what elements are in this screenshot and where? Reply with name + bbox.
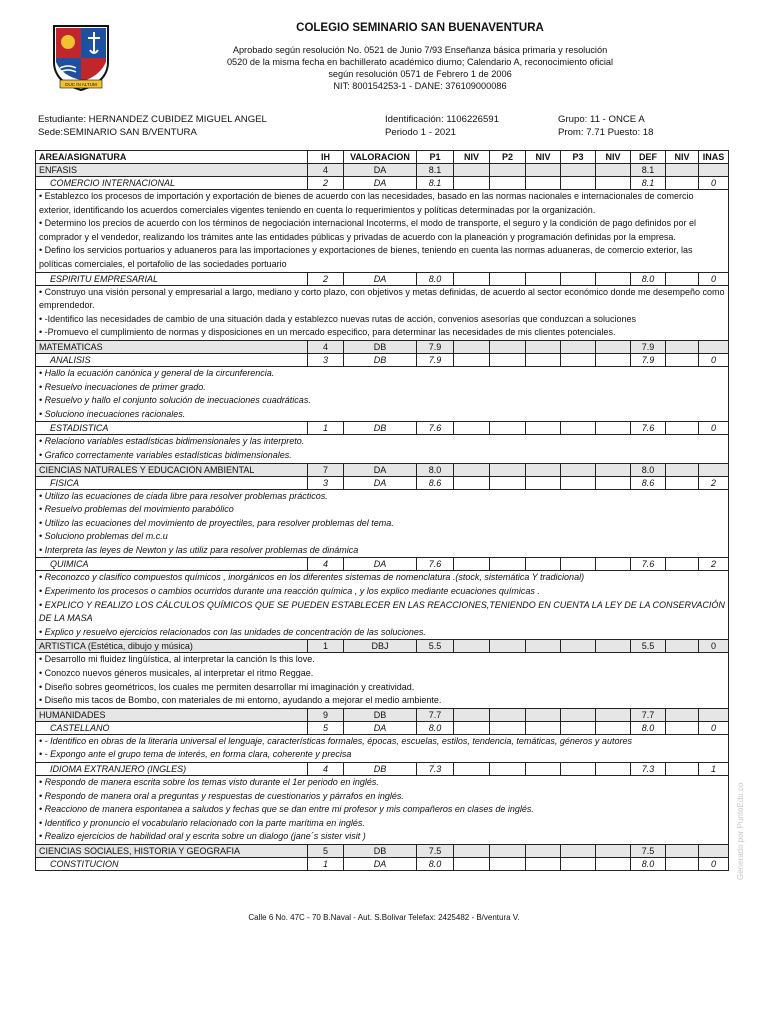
student-group: Grupo: 11 - ONCE A xyxy=(558,114,645,125)
achievement-line: • Resuelvo problemas del movimiento parabólico xyxy=(39,504,234,515)
grade-cell: 7.9 xyxy=(417,340,454,353)
grade-cell xyxy=(596,844,631,857)
achievement-line: • Interpreta las leyes de Newton y las utiliz para resolver problemas de dinámica xyxy=(39,544,359,555)
grade-cell xyxy=(490,857,526,870)
grade-cell: 0 xyxy=(699,721,729,734)
svg-text:DUC IN ALTUM: DUC IN ALTUM xyxy=(65,82,97,87)
grade-cell xyxy=(596,763,631,776)
grade-cell: 9 xyxy=(308,708,344,721)
grade-cell xyxy=(454,558,490,571)
grade-cell xyxy=(526,463,561,476)
grade-cell xyxy=(596,463,631,476)
grade-cell: 5 xyxy=(308,844,344,857)
grade-cell xyxy=(561,844,596,857)
grade-cell xyxy=(526,763,561,776)
grade-cell xyxy=(526,844,561,857)
column-header: AREA/ASIGNATURA xyxy=(36,151,308,164)
achievement-line: • Explico y resuelvo ejercicios relacionados con las unidades de concentración de las soluciones. xyxy=(39,626,426,637)
grade-cell xyxy=(666,164,699,177)
grade-cell: 7 xyxy=(308,463,344,476)
grade-cell xyxy=(454,164,490,177)
table-header-row xyxy=(36,151,729,164)
grade-cell: 8.0 xyxy=(417,463,454,476)
grade-cell: 5 xyxy=(308,721,344,734)
grade-cell: DA xyxy=(344,164,417,177)
achievement-line: • Establezco los procesos de importación y exportación de bienes de acuerdo con las necesidades, basado en las normas nacionales e internacionales de comercio exterior, identificando los acuerdos comerciales vigentes teniendo en cuenta lo requerimientos y políticas determinadas por la organización. xyxy=(39,191,694,215)
grade-cell xyxy=(596,177,631,190)
grade-cell xyxy=(561,340,596,353)
grade-cell xyxy=(561,422,596,435)
grade-cell: 8.6 xyxy=(631,476,666,489)
grade-cell: DA xyxy=(344,721,417,734)
grade-cell xyxy=(454,708,490,721)
grade-cell xyxy=(490,422,526,435)
grade-cell xyxy=(454,422,490,435)
grade-cell xyxy=(596,272,631,285)
column-header: IH xyxy=(308,151,344,164)
grade-cell: 1 xyxy=(308,422,344,435)
achievement-line: • Desarrollo mi fluidez lingüística, al interpretar la canción Is this love. xyxy=(39,654,315,665)
subject-name: ANALISIS xyxy=(36,353,308,366)
area-name: ARTISTICA (Estética, dibujo y música) xyxy=(36,640,308,653)
achievement-line: • Relaciono variables estadísticas bidimensionales y las interpreto. xyxy=(39,436,305,447)
grade-cell xyxy=(526,177,561,190)
grade-cell xyxy=(454,476,490,489)
grade-cell: DBJ xyxy=(344,640,417,653)
grade-cell xyxy=(490,721,526,734)
grade-cell: 8.1 xyxy=(417,177,454,190)
achievement-line: • Reacciono de manera espontanea a saludos y fechas que se dan entre mi profesor y mis compañeros en clases de inglés. xyxy=(39,804,534,815)
subject-row xyxy=(36,558,729,571)
grade-cell xyxy=(666,558,699,571)
grade-cell xyxy=(666,340,699,353)
grade-cell xyxy=(561,272,596,285)
grade-cell: DB xyxy=(344,763,417,776)
grades-table xyxy=(35,150,729,871)
grade-cell: 8.0 xyxy=(631,272,666,285)
grade-cell xyxy=(596,164,631,177)
achievement-line: • Respondo de manera oral a preguntas y respuestas de cuestionarios y párrafos en inglés. xyxy=(39,790,404,801)
achievement-line: • - Expongo ante el grupo tema de interés, en forma clara, coherente y precisa xyxy=(39,749,352,760)
grade-cell: 8.1 xyxy=(631,164,666,177)
grade-cell xyxy=(561,640,596,653)
grade-cell: 8.0 xyxy=(631,857,666,870)
achievement-line: • Utilizo las ecuaciones de ciada libre para resolver problemas prácticos. xyxy=(39,490,328,501)
school-name: COLEGIO SEMINARIO SAN BUENAVENTURA xyxy=(296,22,544,34)
achievement-line: • EXPLICO Y REALIZO LOS CÁLCULOS QUÍMICOS QUE SE PUEDEN ESTABLECER EN LAS REACCIONES,TENIENDO EN CUENTA LA LEY DE LA CONSERVACIÓN DE LA MASA xyxy=(39,599,725,624)
area-name: MATEMATICAS xyxy=(36,340,308,353)
achievement-line: • Realizo ejercicios de habilidad oral y escrita sobre un dialogo (jane´s sister visit ) xyxy=(39,831,366,842)
subject-name: CASTELLANO xyxy=(36,721,308,734)
grade-cell xyxy=(526,353,561,366)
area-name: ENFASIS xyxy=(36,164,308,177)
grade-cell: 2 xyxy=(699,558,729,571)
grade-cell xyxy=(596,708,631,721)
grade-cell xyxy=(699,708,729,721)
column-header: NIV xyxy=(454,151,490,164)
grade-cell xyxy=(526,422,561,435)
column-header: NIV xyxy=(526,151,561,164)
grade-cell xyxy=(596,857,631,870)
grade-cell: 8.0 xyxy=(417,272,454,285)
achievement-line: • Soluciono inecuaciones racionales. xyxy=(39,408,186,419)
grade-cell xyxy=(666,353,699,366)
grade-cell: 8.0 xyxy=(417,857,454,870)
grade-cell xyxy=(596,340,631,353)
school-crest-logo xyxy=(50,22,112,94)
grade-cell xyxy=(526,340,561,353)
grade-cell: 5.5 xyxy=(417,640,454,653)
grade-cell: DB xyxy=(344,422,417,435)
grade-cell xyxy=(596,558,631,571)
subject-row xyxy=(36,476,729,489)
grade-cell xyxy=(526,708,561,721)
subject-name: CONSTITUCION xyxy=(36,857,308,870)
achievement-line: • Defino los servicios portuarios y aduaneros para las importaciones y exportaciones de bienes, teniendo en cuenta las normas aduaneras, de comercio exterior, las políticas comerciales, el portafolio de las sociedades portuario xyxy=(39,245,693,269)
grade-cell xyxy=(454,844,490,857)
area-row xyxy=(36,844,729,857)
grade-cell: 3 xyxy=(308,353,344,366)
grade-cell xyxy=(596,721,631,734)
column-header: NIV xyxy=(596,151,631,164)
subject-name: ESPIRITU EMPRESARIAL xyxy=(36,272,308,285)
grade-cell: 4 xyxy=(308,763,344,776)
subject-row xyxy=(36,721,729,734)
grade-cell: 7.9 xyxy=(631,340,666,353)
grade-cell: 4 xyxy=(308,340,344,353)
subject-name: ESTADISTICA xyxy=(36,422,308,435)
subject-row xyxy=(36,422,729,435)
grade-cell xyxy=(490,272,526,285)
grade-cell xyxy=(699,164,729,177)
achievement-line: • Diseño sobres geométricos, los cuales me permiten desarrollar mi imaginación y creatividad. xyxy=(39,681,415,692)
grade-cell xyxy=(666,463,699,476)
grade-cell xyxy=(454,272,490,285)
grade-cell: 3 xyxy=(308,476,344,489)
grade-cell xyxy=(454,353,490,366)
achievement-line: • - Identifico en obras de la literaria universal el lenguaje, características formales, épocas, escuelas, estilos, tendencia, temáticas, géneros y autores xyxy=(39,735,632,746)
grade-cell xyxy=(490,640,526,653)
grade-cell xyxy=(596,476,631,489)
grade-cell xyxy=(454,640,490,653)
achievement-line: • Conozco nuevos géneros musicales, al interpretar el ritmo Reggae. xyxy=(39,668,314,679)
grade-cell xyxy=(666,476,699,489)
achievement-line: • -Identifico las necesidades de cambio de una situación dada y establezco nuevas rutas de acción, convenios asesorías que conduzcan a soluciones xyxy=(39,313,637,324)
achievement-description xyxy=(36,190,729,273)
grade-cell xyxy=(454,463,490,476)
achievement-description xyxy=(36,435,729,463)
achievement-line: • Utilizo las ecuaciones del movimiento de proyectiles, para resolver problemas del tema. xyxy=(39,517,394,528)
subject-name: COMERCIO INTERNACIONAL xyxy=(36,177,308,190)
grade-cell xyxy=(454,857,490,870)
area-row xyxy=(36,640,729,653)
grade-cell xyxy=(666,763,699,776)
achievement-line: • Grafico correctamente variables estadísticas bidimensionales. xyxy=(39,449,292,460)
achievement-line: • Determino los precios de acuerdo con los términos de negociación internacional Incoterms, el modo de transporte, el seguro y la condición de pago definidos por el comprador y el vendedor, realizando los trámites ante las entidades públicas y privadas de acuerdo con la planeación y programación definidas por la empresa. xyxy=(39,218,697,242)
grade-cell xyxy=(454,177,490,190)
achievement-description xyxy=(36,734,729,762)
grade-cell xyxy=(596,640,631,653)
student-sede: Sede:SEMINARIO SAN B/VENTURA xyxy=(38,127,197,138)
grade-cell xyxy=(666,857,699,870)
grade-cell: 8.0 xyxy=(631,463,666,476)
grade-cell xyxy=(490,164,526,177)
achievement-line: • Identifico y pronuncio el vocabulario relacionado con la parte marítima en inglés. xyxy=(39,817,365,828)
footer-address: Calle 6 No. 47C - 70 B.Naval - Aut. S.Bolivar Telefax: 2425482 - B/ventura V. xyxy=(248,913,520,922)
area-row xyxy=(36,340,729,353)
area-name: CIENCIAS SOCIALES, HISTORIA Y GEOGRAFIA xyxy=(36,844,308,857)
grade-cell xyxy=(526,272,561,285)
grade-cell: 8.0 xyxy=(631,721,666,734)
header-line-3: según resolución 0571 de Febrero 1 de 2006 xyxy=(328,69,512,79)
grade-cell: 2 xyxy=(308,177,344,190)
grade-cell xyxy=(666,708,699,721)
grade-cell xyxy=(666,422,699,435)
achievement-line: • Experimento los procesos o cambios ocurridos durante una reacción química , y los explico mediante ecuaciones químicas . xyxy=(39,586,540,597)
grade-cell: 2 xyxy=(308,272,344,285)
grade-cell xyxy=(490,844,526,857)
column-header: INAS xyxy=(699,151,729,164)
grade-cell: 8.0 xyxy=(417,721,454,734)
grade-cell: 8.1 xyxy=(417,164,454,177)
student-name: Estudiante: HERNANDEZ CUBIDEZ MIGUEL ANGEL xyxy=(38,114,267,125)
grade-cell: DA xyxy=(344,857,417,870)
grade-cell: 2 xyxy=(699,476,729,489)
area-name: HUMANIDADES xyxy=(36,708,308,721)
grade-cell: 7.5 xyxy=(417,844,454,857)
achievement-line: • Respondo de manera escrita sobre los temas visto durante el 1er periodo en inglés. xyxy=(39,777,379,787)
grade-cell: 7.7 xyxy=(417,708,454,721)
column-header: P1 xyxy=(417,151,454,164)
header-line-1: Aprobado según resolución No. 0521 de Junio 7/93 Enseñanza básica primaria y resolución xyxy=(232,45,608,55)
column-header: P2 xyxy=(490,151,526,164)
area-row xyxy=(36,164,729,177)
header-line-4: NIT: 800154253-1 - DANE: 376109000086 xyxy=(333,81,507,91)
area-name: CIENCIAS NATURALES Y EDUCACION AMBIENTAL xyxy=(36,463,308,476)
grade-cell: 1 xyxy=(308,857,344,870)
grade-cell xyxy=(454,721,490,734)
student-id: Identificación: 1106226591 xyxy=(385,114,499,125)
grade-cell xyxy=(490,463,526,476)
grade-cell xyxy=(526,164,561,177)
column-header: P3 xyxy=(561,151,596,164)
grade-cell xyxy=(561,463,596,476)
grade-cell: 8.6 xyxy=(417,476,454,489)
grade-cell xyxy=(490,708,526,721)
grade-cell: 7.7 xyxy=(631,708,666,721)
grade-cell: 0 xyxy=(699,272,729,285)
grade-cell xyxy=(490,340,526,353)
grade-cell: 7.9 xyxy=(631,353,666,366)
grade-cell xyxy=(596,422,631,435)
grade-cell: DA xyxy=(344,272,417,285)
grade-cell: DB xyxy=(344,340,417,353)
grade-cell xyxy=(666,272,699,285)
grade-cell: 0 xyxy=(699,422,729,435)
grade-cell: 4 xyxy=(308,558,344,571)
area-row xyxy=(36,463,729,476)
subject-name: FISICA xyxy=(36,476,308,489)
achievement-line: • -Promuevo el cumplimiento de normas y disposiciones en un mercado especifico, para determinar las necesidades de mis clientes potenciales. xyxy=(39,327,616,338)
grade-cell xyxy=(666,721,699,734)
subject-row xyxy=(36,272,729,285)
grade-cell xyxy=(526,857,561,870)
achievement-description xyxy=(36,285,729,340)
grade-cell xyxy=(561,857,596,870)
grade-cell: 1 xyxy=(308,640,344,653)
achievement-line: • Construyo una visión personal y empresarial a largo, mediano y corto plazo, con objetivos y metas definidas, de acuerdo al sector económico donde me desempeño como emprendedor. xyxy=(39,286,725,311)
area-row xyxy=(36,708,729,721)
grade-cell: 8.1 xyxy=(631,177,666,190)
grade-cell xyxy=(561,164,596,177)
achievement-description xyxy=(36,776,729,845)
achievement-description xyxy=(36,571,729,640)
achievement-line: • Resuelvo inecuaciones de primer grado. xyxy=(39,381,206,392)
grade-cell xyxy=(596,353,631,366)
grade-cell xyxy=(561,721,596,734)
grade-cell: DB xyxy=(344,708,417,721)
grade-cell xyxy=(526,640,561,653)
student-prom: Prom: 7.71 Puesto: 18 xyxy=(558,127,654,138)
grade-cell: DB xyxy=(344,353,417,366)
achievement-description xyxy=(36,653,729,708)
grade-cell: 7.3 xyxy=(417,763,454,776)
achievement-description xyxy=(36,489,729,558)
grade-cell xyxy=(699,463,729,476)
grade-cell xyxy=(561,708,596,721)
grade-cell: 7.6 xyxy=(631,558,666,571)
grade-cell xyxy=(490,476,526,489)
grade-cell: 0 xyxy=(699,177,729,190)
grade-cell xyxy=(526,476,561,489)
grade-cell xyxy=(490,353,526,366)
grade-cell: 0 xyxy=(699,857,729,870)
column-header: VALORACION xyxy=(344,151,417,164)
achievement-line: • Reconozco y clasifico compuestos químicos , inorgánicos en los diferentes sistemas de nomenclatura .(stock, sistemática Y tradicional) xyxy=(39,572,585,583)
achievement-description xyxy=(36,366,729,421)
grade-cell xyxy=(490,177,526,190)
grade-cell: 7.9 xyxy=(417,353,454,366)
grade-cell xyxy=(666,177,699,190)
grade-cell xyxy=(561,177,596,190)
grade-cell xyxy=(561,558,596,571)
grade-cell xyxy=(526,721,561,734)
grade-cell: 7.6 xyxy=(631,422,666,435)
column-header: NIV xyxy=(666,151,699,164)
grade-cell xyxy=(490,558,526,571)
grade-cell: 4 xyxy=(308,164,344,177)
grade-cell xyxy=(561,476,596,489)
grade-cell: DA xyxy=(344,177,417,190)
grade-cell xyxy=(666,640,699,653)
grade-cell: DA xyxy=(344,558,417,571)
grade-cell: DA xyxy=(344,476,417,489)
achievement-line: • Soluciono problemas del m.c.u xyxy=(39,531,168,542)
grade-cell xyxy=(454,763,490,776)
header-line-2: 0520 de la misma fecha en bachillerato académico diurno; Calendario A, reconocimiento oficial xyxy=(226,57,614,67)
grade-cell: 1 xyxy=(699,763,729,776)
column-header: DEF xyxy=(631,151,666,164)
grade-cell: 0 xyxy=(699,640,729,653)
grade-cell: 5.5 xyxy=(631,640,666,653)
grade-cell: 7.3 xyxy=(631,763,666,776)
achievement-line: • Hallo la ecuación canónica y general de la circunferencia. xyxy=(39,367,275,378)
grade-cell: 7.5 xyxy=(631,844,666,857)
grade-cell xyxy=(454,340,490,353)
subject-name: QUIMICA xyxy=(36,558,308,571)
subject-row xyxy=(36,857,729,870)
grade-cell xyxy=(561,353,596,366)
grade-cell: DA xyxy=(344,463,417,476)
grade-cell xyxy=(699,844,729,857)
grade-cell xyxy=(561,763,596,776)
grade-cell: 7.6 xyxy=(417,558,454,571)
subject-row xyxy=(36,177,729,190)
subject-name: IDIOMA EXTRANJERO (INGLES) xyxy=(36,763,308,776)
subject-row xyxy=(36,353,729,366)
student-period: Periodo 1 - 2021 xyxy=(385,127,456,138)
grade-cell xyxy=(526,558,561,571)
grade-cell: DB xyxy=(344,844,417,857)
grade-cell xyxy=(490,763,526,776)
grade-cell xyxy=(699,340,729,353)
grade-cell: 0 xyxy=(699,353,729,366)
subject-row xyxy=(36,763,729,776)
grade-cell: 7.6 xyxy=(417,422,454,435)
watermark: Generado por PuntoEdu.co xyxy=(736,782,745,880)
grade-cell xyxy=(666,844,699,857)
achievement-line: • Resuelvo y hallo el conjunto solución de inecuaciones cuadráticas. xyxy=(39,395,311,406)
achievement-line: • Diseño mis tacos de Bombo, con materiales de mi entorno, ayudando a mejorar el medio ambiente. xyxy=(39,695,442,706)
